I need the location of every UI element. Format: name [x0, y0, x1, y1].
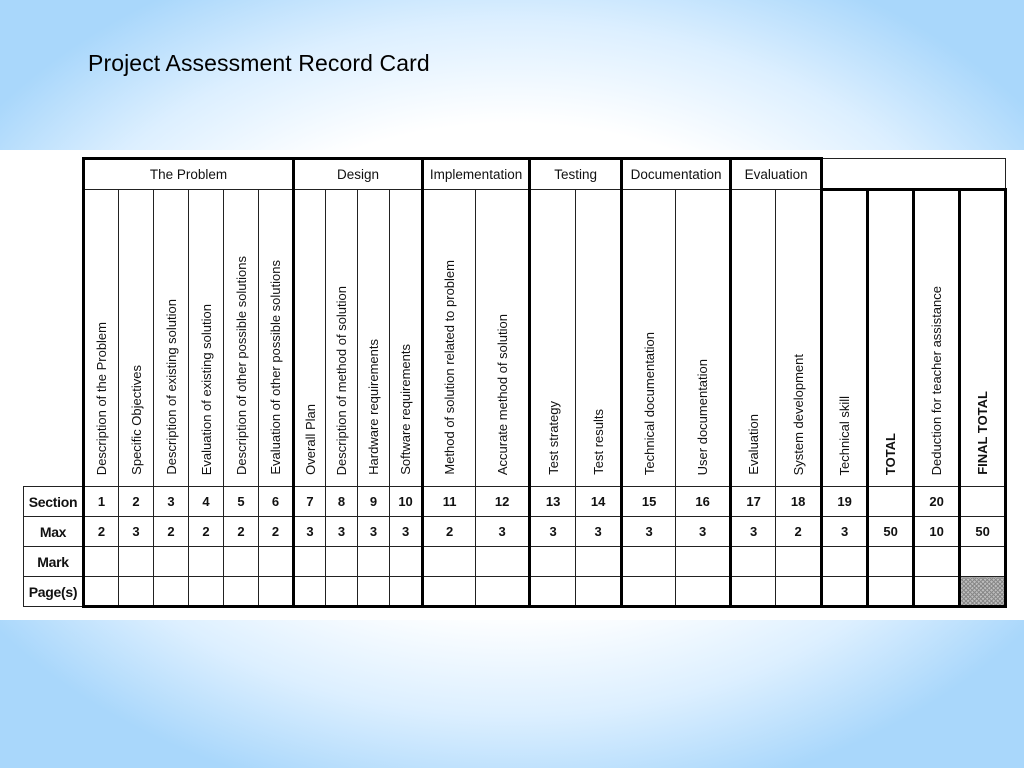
criterion-label	[776, 190, 822, 487]
criterion-label-text: Specific Objectives	[128, 365, 144, 475]
pages-cell[interactable]	[154, 577, 189, 607]
max-value: 3	[476, 517, 530, 547]
group-documentation: Documentation	[622, 159, 731, 190]
pages-cell[interactable]	[676, 577, 731, 607]
max-value: 3	[530, 517, 576, 547]
group-implementation: Implementation	[423, 159, 530, 190]
max-value: 3	[822, 517, 868, 547]
max-value: 2	[84, 517, 119, 547]
pages-cell[interactable]	[868, 577, 914, 607]
mark-cell[interactable]	[84, 547, 119, 577]
mark-cell[interactable]	[189, 547, 224, 577]
max-value: 10	[914, 517, 960, 547]
criterion-label	[822, 190, 868, 487]
mark-cell[interactable]	[358, 547, 390, 577]
criterion-label	[358, 190, 390, 487]
criterion-label	[423, 190, 476, 487]
group-header-row	[24, 159, 1006, 190]
mark-cell[interactable]	[423, 547, 476, 577]
criterion-label	[731, 190, 776, 487]
criterion-label-text: System development	[790, 353, 806, 475]
mark-cell[interactable]	[119, 547, 154, 577]
pages-cell[interactable]	[731, 577, 776, 607]
criterion-label-text: Method of solution related to problem	[442, 260, 458, 475]
criterion-label	[676, 190, 731, 487]
section-number: 16	[676, 487, 731, 517]
criterion-label	[189, 190, 224, 487]
section-number: 5	[224, 487, 259, 517]
max-value: 50	[960, 517, 1006, 547]
mark-cell[interactable]	[822, 547, 868, 577]
section-number: 4	[189, 487, 224, 517]
section-number: 2	[119, 487, 154, 517]
section-number: 6	[259, 487, 294, 517]
criterion-label-text: Description of other possible solutions	[233, 256, 249, 475]
criterion-label-text: Evaluation of other possible solutions	[268, 260, 284, 475]
criterion-label	[530, 190, 576, 487]
section-number: 19	[822, 487, 868, 517]
criterion-label-text: Deduction for teacher assistance	[929, 285, 945, 475]
shaded-cell	[960, 577, 1006, 607]
criterion-label	[84, 190, 119, 487]
section-number: 20	[914, 487, 960, 517]
section-number: 8	[326, 487, 358, 517]
criterion-label-text: Test results	[590, 409, 606, 475]
criterion-label-text: Description of existing solution	[163, 299, 179, 475]
criterion-label	[294, 190, 326, 487]
max-value: 3	[622, 517, 676, 547]
max-value: 2	[189, 517, 224, 547]
pages-cell[interactable]	[294, 577, 326, 607]
total-label	[868, 190, 914, 487]
criterion-label-text: Evaluation of existing solution	[198, 303, 214, 475]
criterion-label-text: Technical documentation	[641, 331, 657, 475]
criterion-label	[622, 190, 676, 487]
section-number: 17	[731, 487, 776, 517]
criterion-label	[119, 190, 154, 487]
section-number: 14	[576, 487, 622, 517]
criteria-label-row	[24, 190, 1006, 487]
max-value: 3	[119, 517, 154, 547]
mark-cell[interactable]	[530, 547, 576, 577]
row-label-mark: Mark	[24, 547, 84, 577]
pages-cell[interactable]	[423, 577, 476, 607]
row-label-section: Section	[24, 487, 84, 517]
section-number: 9	[358, 487, 390, 517]
pages-cell[interactable]	[476, 577, 530, 607]
pages-cell[interactable]	[224, 577, 259, 607]
criterion-label	[476, 190, 530, 487]
max-value: 3	[676, 517, 731, 547]
row-label-pages: Page(s)	[24, 577, 84, 607]
pages-cell[interactable]	[189, 577, 224, 607]
assessment-card	[23, 157, 1006, 606]
section-number: 18	[776, 487, 822, 517]
blank-cell	[24, 159, 84, 190]
mark-cell[interactable]	[294, 547, 326, 577]
group-design: Design	[294, 159, 423, 190]
mark-cell[interactable]	[960, 547, 1006, 577]
section-number	[868, 487, 914, 517]
final-total-label	[960, 190, 1006, 487]
criterion-label-text: Description of the Problem	[94, 321, 109, 475]
pages-cell[interactable]	[530, 577, 576, 607]
max-row	[24, 517, 1006, 547]
max-value: 3	[731, 517, 776, 547]
criterion-label	[576, 190, 622, 487]
mark-cell[interactable]	[868, 547, 914, 577]
pages-cell[interactable]	[326, 577, 358, 607]
mark-cell[interactable]	[390, 547, 423, 577]
criterion-label-text: FINAL TOTAL	[975, 391, 991, 475]
criterion-label-text: TOTAL	[883, 432, 899, 475]
max-value: 3	[358, 517, 390, 547]
pages-cell[interactable]	[914, 577, 960, 607]
blank-cell	[822, 159, 1006, 190]
pages-cell[interactable]	[84, 577, 119, 607]
section-number: 3	[154, 487, 189, 517]
criterion-label	[326, 190, 358, 487]
pages-cell[interactable]	[119, 577, 154, 607]
mark-cell[interactable]	[622, 547, 676, 577]
criterion-label-text: Evaluation	[746, 414, 762, 475]
mark-row	[24, 547, 1006, 577]
max-value: 3	[294, 517, 326, 547]
criterion-label-text: Description of method of solution	[334, 285, 350, 475]
mark-cell[interactable]	[731, 547, 776, 577]
assessment-table	[23, 157, 1007, 608]
max-value: 2	[224, 517, 259, 547]
pages-cell[interactable]	[822, 577, 868, 607]
mark-cell[interactable]	[576, 547, 622, 577]
mark-cell[interactable]	[476, 547, 530, 577]
mark-cell[interactable]	[326, 547, 358, 577]
blank-cell	[24, 190, 84, 487]
pages-cell[interactable]	[390, 577, 423, 607]
max-value: 50	[868, 517, 914, 547]
max-value: 2	[776, 517, 822, 547]
criterion-label	[914, 190, 960, 487]
section-number	[960, 487, 1006, 517]
group-the-problem: The Problem	[84, 159, 294, 190]
pages-row	[24, 577, 1006, 607]
mark-cell[interactable]	[154, 547, 189, 577]
max-value: 2	[259, 517, 294, 547]
criterion-label-text: User documentation	[695, 358, 711, 475]
criterion-label	[224, 190, 259, 487]
mark-cell[interactable]	[224, 547, 259, 577]
max-value: 3	[326, 517, 358, 547]
criterion-label-text: Test strategy	[545, 401, 561, 475]
mark-cell[interactable]	[914, 547, 960, 577]
criterion-label	[154, 190, 189, 487]
section-row	[24, 487, 1006, 517]
section-number: 7	[294, 487, 326, 517]
page-title: Project Assessment Record Card	[88, 50, 430, 76]
criterion-label	[259, 190, 294, 487]
max-value: 3	[390, 517, 423, 547]
criterion-label-text: Overall Plan	[302, 404, 318, 475]
mark-cell[interactable]	[776, 547, 822, 577]
criterion-label-text: Accurate method of solution	[494, 313, 510, 475]
mark-cell[interactable]	[259, 547, 294, 577]
section-number: 11	[423, 487, 476, 517]
pages-cell[interactable]	[776, 577, 822, 607]
section-number: 12	[476, 487, 530, 517]
criterion-label	[390, 190, 423, 487]
pages-cell[interactable]	[622, 577, 676, 607]
max-value: 3	[576, 517, 622, 547]
max-value: 2	[154, 517, 189, 547]
pages-cell[interactable]	[358, 577, 390, 607]
section-number: 13	[530, 487, 576, 517]
max-value: 2	[423, 517, 476, 547]
group-evaluation: Evaluation	[731, 159, 822, 190]
section-number: 15	[622, 487, 676, 517]
pages-cell[interactable]	[576, 577, 622, 607]
criterion-label-text: Technical skill	[837, 395, 853, 475]
section-number: 10	[390, 487, 423, 517]
group-testing: Testing	[530, 159, 622, 190]
section-number: 1	[84, 487, 119, 517]
criterion-label-text: Software requirements	[398, 344, 414, 475]
pages-cell[interactable]	[259, 577, 294, 607]
mark-cell[interactable]	[676, 547, 731, 577]
criterion-label-text: Hardware requirements	[366, 339, 382, 475]
row-label-max: Max	[24, 517, 84, 547]
